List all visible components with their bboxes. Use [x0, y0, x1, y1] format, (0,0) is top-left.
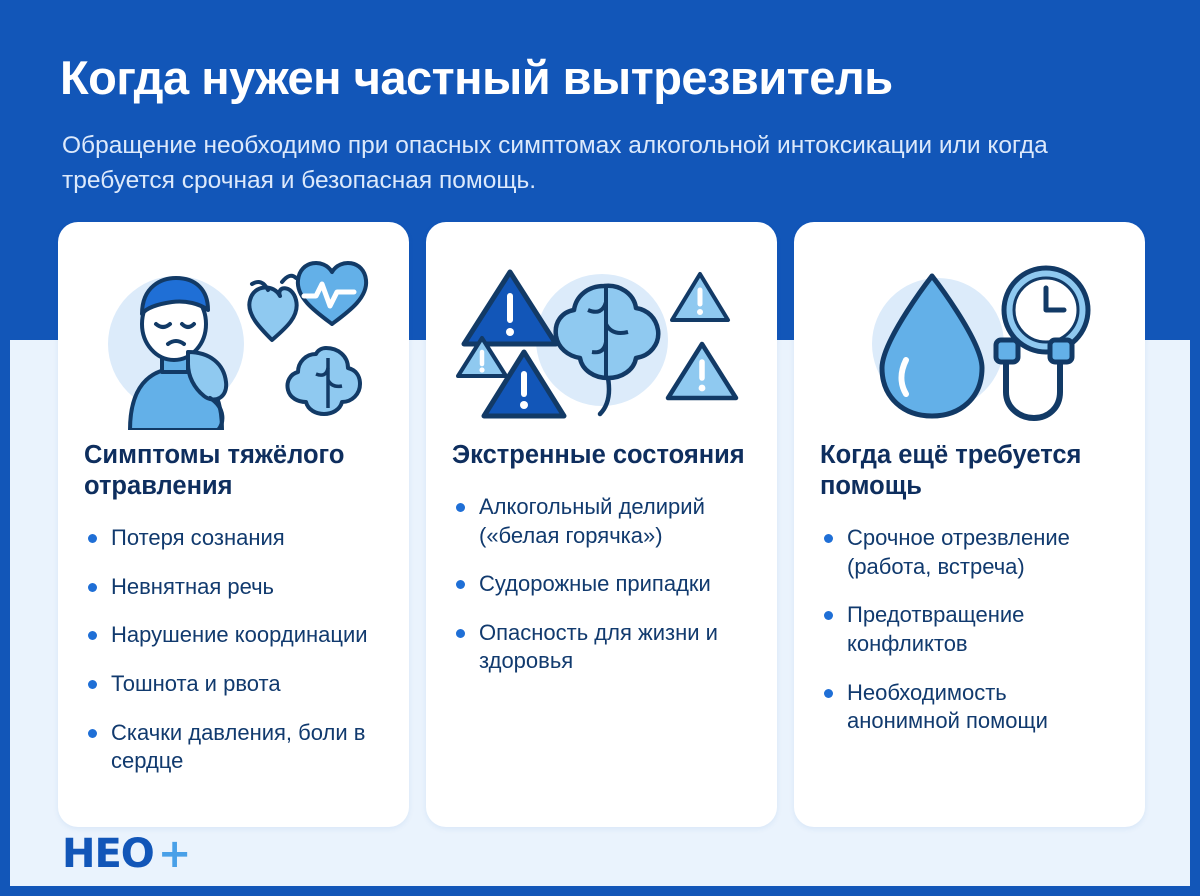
list-item: Потеря сознания [84, 524, 383, 553]
card-2-illustration [452, 248, 752, 430]
card-other-help [794, 222, 1145, 827]
card-3-title: Когда ещё требуется помощь [820, 441, 1082, 501]
warning-triangle-icon [672, 274, 728, 320]
card-3-list [820, 524, 1119, 736]
card-severe-poisoning [58, 222, 409, 827]
card-3-illustration [820, 248, 1120, 430]
card-2-title: Экстренные состояния [452, 441, 745, 469]
list-item: Судорожные припадки [452, 570, 751, 599]
iv-and-clock-icons [820, 248, 1120, 430]
heartbeat-icon [298, 263, 366, 324]
warning-triangle-icon [668, 344, 736, 398]
warning-triangle-icon [464, 272, 556, 344]
page-title: Когда нужен частный вытрезвитель [60, 51, 893, 105]
list-item: Предотвращение конфликтов [820, 601, 1119, 658]
logo-text: НЕО [62, 831, 154, 877]
list-item: Алкогольный делирий («белая горячка») [452, 493, 751, 550]
list-item: Тошнота и рвота [84, 670, 383, 699]
list-item: Срочное отрезвление (работа, встреча) [820, 524, 1119, 581]
card-emergency-states [426, 222, 777, 827]
emergency-icons [452, 248, 752, 430]
sick-man-icon [84, 248, 384, 430]
heart-icon [249, 276, 296, 340]
page-subtitle: Обращение необходимо при опасных симптомах алкогольной интоксикации или когда требуется срочная и безопасная помощь. [62, 131, 1048, 195]
list-item: Нарушение координации [84, 621, 383, 650]
list-item: Невнятная речь [84, 573, 383, 602]
card-1-list [84, 524, 383, 776]
brain-icon [287, 348, 360, 414]
card-1-title: Симптомы тяжёлого отравления [84, 441, 345, 501]
card-2-list [452, 493, 751, 676]
brand-logo [62, 831, 192, 877]
list-item: Опасность для жизни и здоровья [452, 619, 751, 676]
card-1-illustration [84, 248, 384, 430]
cards-container [58, 222, 1144, 827]
list-item: Необходимость анонимной помощи [820, 679, 1119, 736]
logo-plus-icon: + [157, 831, 192, 877]
list-item: Скачки давления, боли в сердце [84, 719, 383, 776]
